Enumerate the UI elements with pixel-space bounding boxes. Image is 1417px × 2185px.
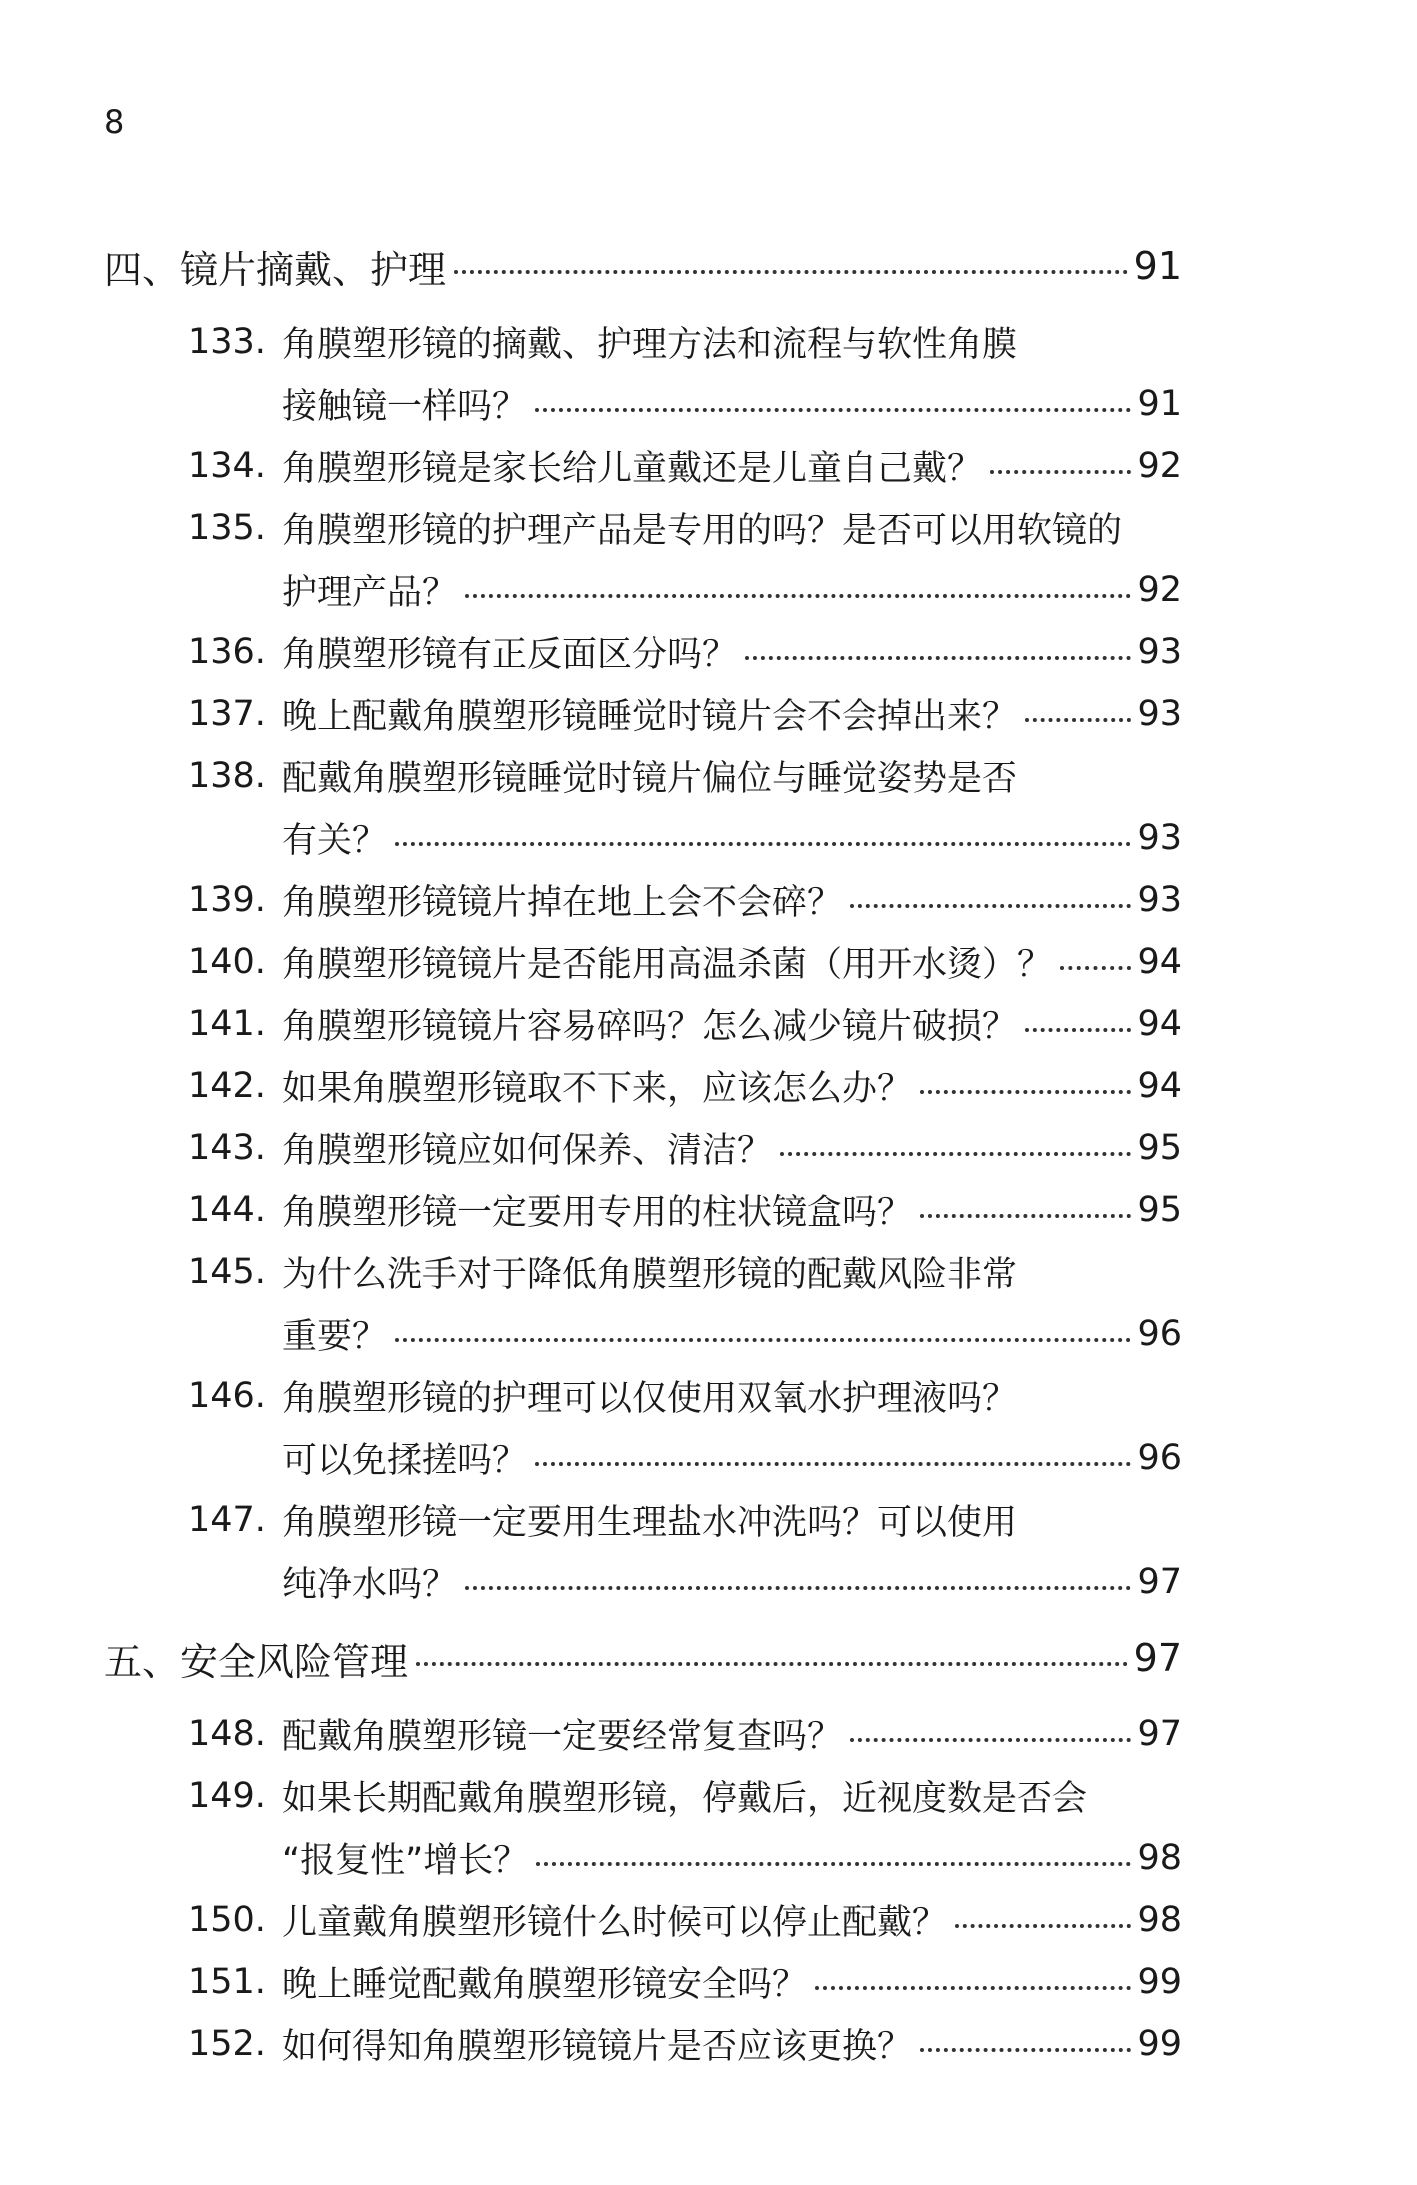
entry-page: 96 [1137,1314,1182,1354]
entry-number: 147. [188,1500,266,1540]
dot-leader [745,656,1131,660]
toc-entry-line [282,1894,1182,1946]
entry-text: 角膜塑形镜的摘戴、护理方法和流程与软性角膜 [282,325,1018,365]
entry-page: 94 [1137,1066,1182,1106]
dot-leader [850,904,1131,908]
dot-leader [815,1986,1131,1990]
dot-leader [395,1338,1131,1342]
entry-number: 143. [188,1128,266,1168]
dot-leader [465,594,1131,598]
toc-entry-line [282,502,1182,554]
toc-entry-line [282,378,1182,430]
toc-entry-line [282,998,1182,1050]
entry-text: 重要？ [282,1317,388,1357]
entry-text: 如果长期配戴角膜塑形镜，停戴后，近视度数是否会 [282,1779,1088,1819]
dot-leader [920,1090,1131,1094]
entry-text: 角膜塑形镜镜片掉在地上会不会碎？ [282,883,843,923]
entry-number: 151. [188,1962,266,2002]
section-page: 91 [1133,244,1182,288]
entry-page: 95 [1137,1190,1182,1230]
entry-page: 97 [1137,1714,1182,1754]
entry-number: 145. [188,1252,266,1292]
dot-leader [850,1738,1131,1742]
entry-page: 97 [1137,1562,1182,1602]
entry-number: 144. [188,1190,266,1230]
entry-text: 如何得知角膜塑形镜镜片是否应该更换？ [282,2027,913,2067]
toc-entry-line [282,316,1182,368]
entry-text: 晚上睡觉配戴角膜塑形镜安全吗？ [282,1965,808,2005]
entry-text: 接触镜一样吗？ [282,387,528,427]
entry-number: 133. [188,322,266,362]
toc-entry-line [282,1556,1182,1608]
entry-number: 135. [188,508,266,548]
entry-number: 138. [188,756,266,796]
dot-leader [955,1924,1131,1928]
toc-entry-line [282,2018,1182,2070]
entry-number: 136. [188,632,266,672]
dot-leader [990,470,1131,474]
entry-text: 角膜塑形镜镜片容易碎吗？怎么减少镜片破损？ [282,1007,1018,1047]
toc-entry-line [282,750,1182,802]
section-heading [104,1632,1182,1684]
entry-page: 93 [1137,880,1182,920]
entry-page: 91 [1137,384,1182,424]
entry-page: 99 [1137,1962,1182,2002]
entry-text: 角膜塑形镜应如何保养、清洁？ [282,1131,773,1171]
entry-page: 92 [1137,446,1182,486]
entry-number: 150. [188,1900,266,1940]
entry-number: 134. [188,446,266,486]
dot-leader [1025,718,1131,722]
entry-text: 如果角膜塑形镜取不下来，应该怎么办？ [282,1069,913,1109]
entry-number: 137. [188,694,266,734]
entry-page: 92 [1137,570,1182,610]
entry-text: 角膜塑形镜一定要用专用的柱状镜盒吗？ [282,1193,913,1233]
toc-entry-line [282,1770,1182,1822]
toc-entry-line [282,1708,1182,1760]
entry-text: 儿童戴角膜塑形镜什么时候可以停止配戴？ [282,1903,948,1943]
entry-page: 99 [1137,2024,1182,2064]
page-number: 8 [104,103,125,141]
dot-leader [780,1152,1131,1156]
entry-text: 角膜塑形镜是家长给儿童戴还是儿童自己戴？ [282,449,983,489]
entry-text: 护理产品？ [282,573,458,613]
toc-entry-line [282,1184,1182,1236]
toc-entry-line [282,1494,1182,1546]
entry-number: 139. [188,880,266,920]
entry-text: 角膜塑形镜有正反面区分吗？ [282,635,738,675]
toc-entry-line [282,1956,1182,2008]
entry-page: 94 [1137,1004,1182,1044]
toc-entry-line [282,1432,1182,1484]
entry-text: 角膜塑形镜一定要用生理盐水冲洗吗？可以使用 [282,1503,1018,1543]
dot-leader [920,2048,1131,2052]
entry-number: 146. [188,1376,266,1416]
dot-leader [535,1462,1131,1466]
entry-number: 148. [188,1714,266,1754]
section-title: 五、安全风险管理 [104,1639,409,1684]
toc-entry-line [282,688,1182,740]
toc-entry-line [282,1060,1182,1112]
entry-number: 142. [188,1066,266,1106]
entry-text: 角膜塑形镜镜片是否能用高温杀菌（用开水烫）？ [282,945,1053,985]
toc-entry-line [282,812,1182,864]
entry-text: “报复性”增长？ [282,1841,529,1881]
entry-text: 有关？ [282,821,388,861]
entry-text: 角膜塑形镜的护理产品是专用的吗？是否可以用软镜的 [282,511,1123,551]
section-heading [104,240,1182,292]
entry-number: 152. [188,2024,266,2064]
entry-number: 140. [188,942,266,982]
entry-page: 93 [1137,818,1182,858]
entry-text: 晚上配戴角膜塑形镜睡觉时镜片会不会掉出来？ [282,697,1018,737]
entry-text: 配戴角膜塑形镜一定要经常复查吗？ [282,1717,843,1757]
entry-page: 96 [1137,1438,1182,1478]
toc-entry-line [282,626,1182,678]
entry-page: 98 [1137,1838,1182,1878]
dot-leader [454,270,1128,274]
dot-leader [416,1662,1128,1666]
entry-page: 94 [1137,942,1182,982]
toc-entry-line [282,564,1182,616]
entry-page: 93 [1137,694,1182,734]
dot-leader [536,1862,1131,1866]
dot-leader [1025,1028,1131,1032]
toc-entry-line [282,1122,1182,1174]
entry-page: 93 [1137,632,1182,672]
dot-leader [395,842,1131,846]
dot-leader [1060,966,1131,970]
entry-text: 为什么洗手对于降低角膜塑形镜的配戴风险非常 [282,1255,1018,1295]
dot-leader [465,1586,1131,1590]
entry-text: 角膜塑形镜的护理可以仅使用双氧水护理液吗？ [282,1379,1018,1419]
toc-entry-line [282,1832,1182,1884]
entry-text: 可以免揉搓吗？ [282,1441,528,1481]
section-page: 97 [1133,1636,1182,1680]
dot-leader [535,408,1131,412]
toc-entry-line [282,1246,1182,1298]
entry-page: 98 [1137,1900,1182,1940]
toc-entry-line [282,936,1182,988]
toc-entry-line [282,1370,1182,1422]
toc-entry-line [282,874,1182,926]
entry-page: 95 [1137,1128,1182,1168]
entry-number: 149. [188,1776,266,1816]
entry-number: 141. [188,1004,266,1044]
toc-entry-line [282,1308,1182,1360]
dot-leader [920,1214,1131,1218]
entry-text: 配戴角膜塑形镜睡觉时镜片偏位与睡觉姿势是否 [282,759,1018,799]
toc-entry-line [282,440,1182,492]
entry-text: 纯净水吗？ [282,1565,458,1605]
section-title: 四、镜片摘戴、护理 [104,247,447,292]
